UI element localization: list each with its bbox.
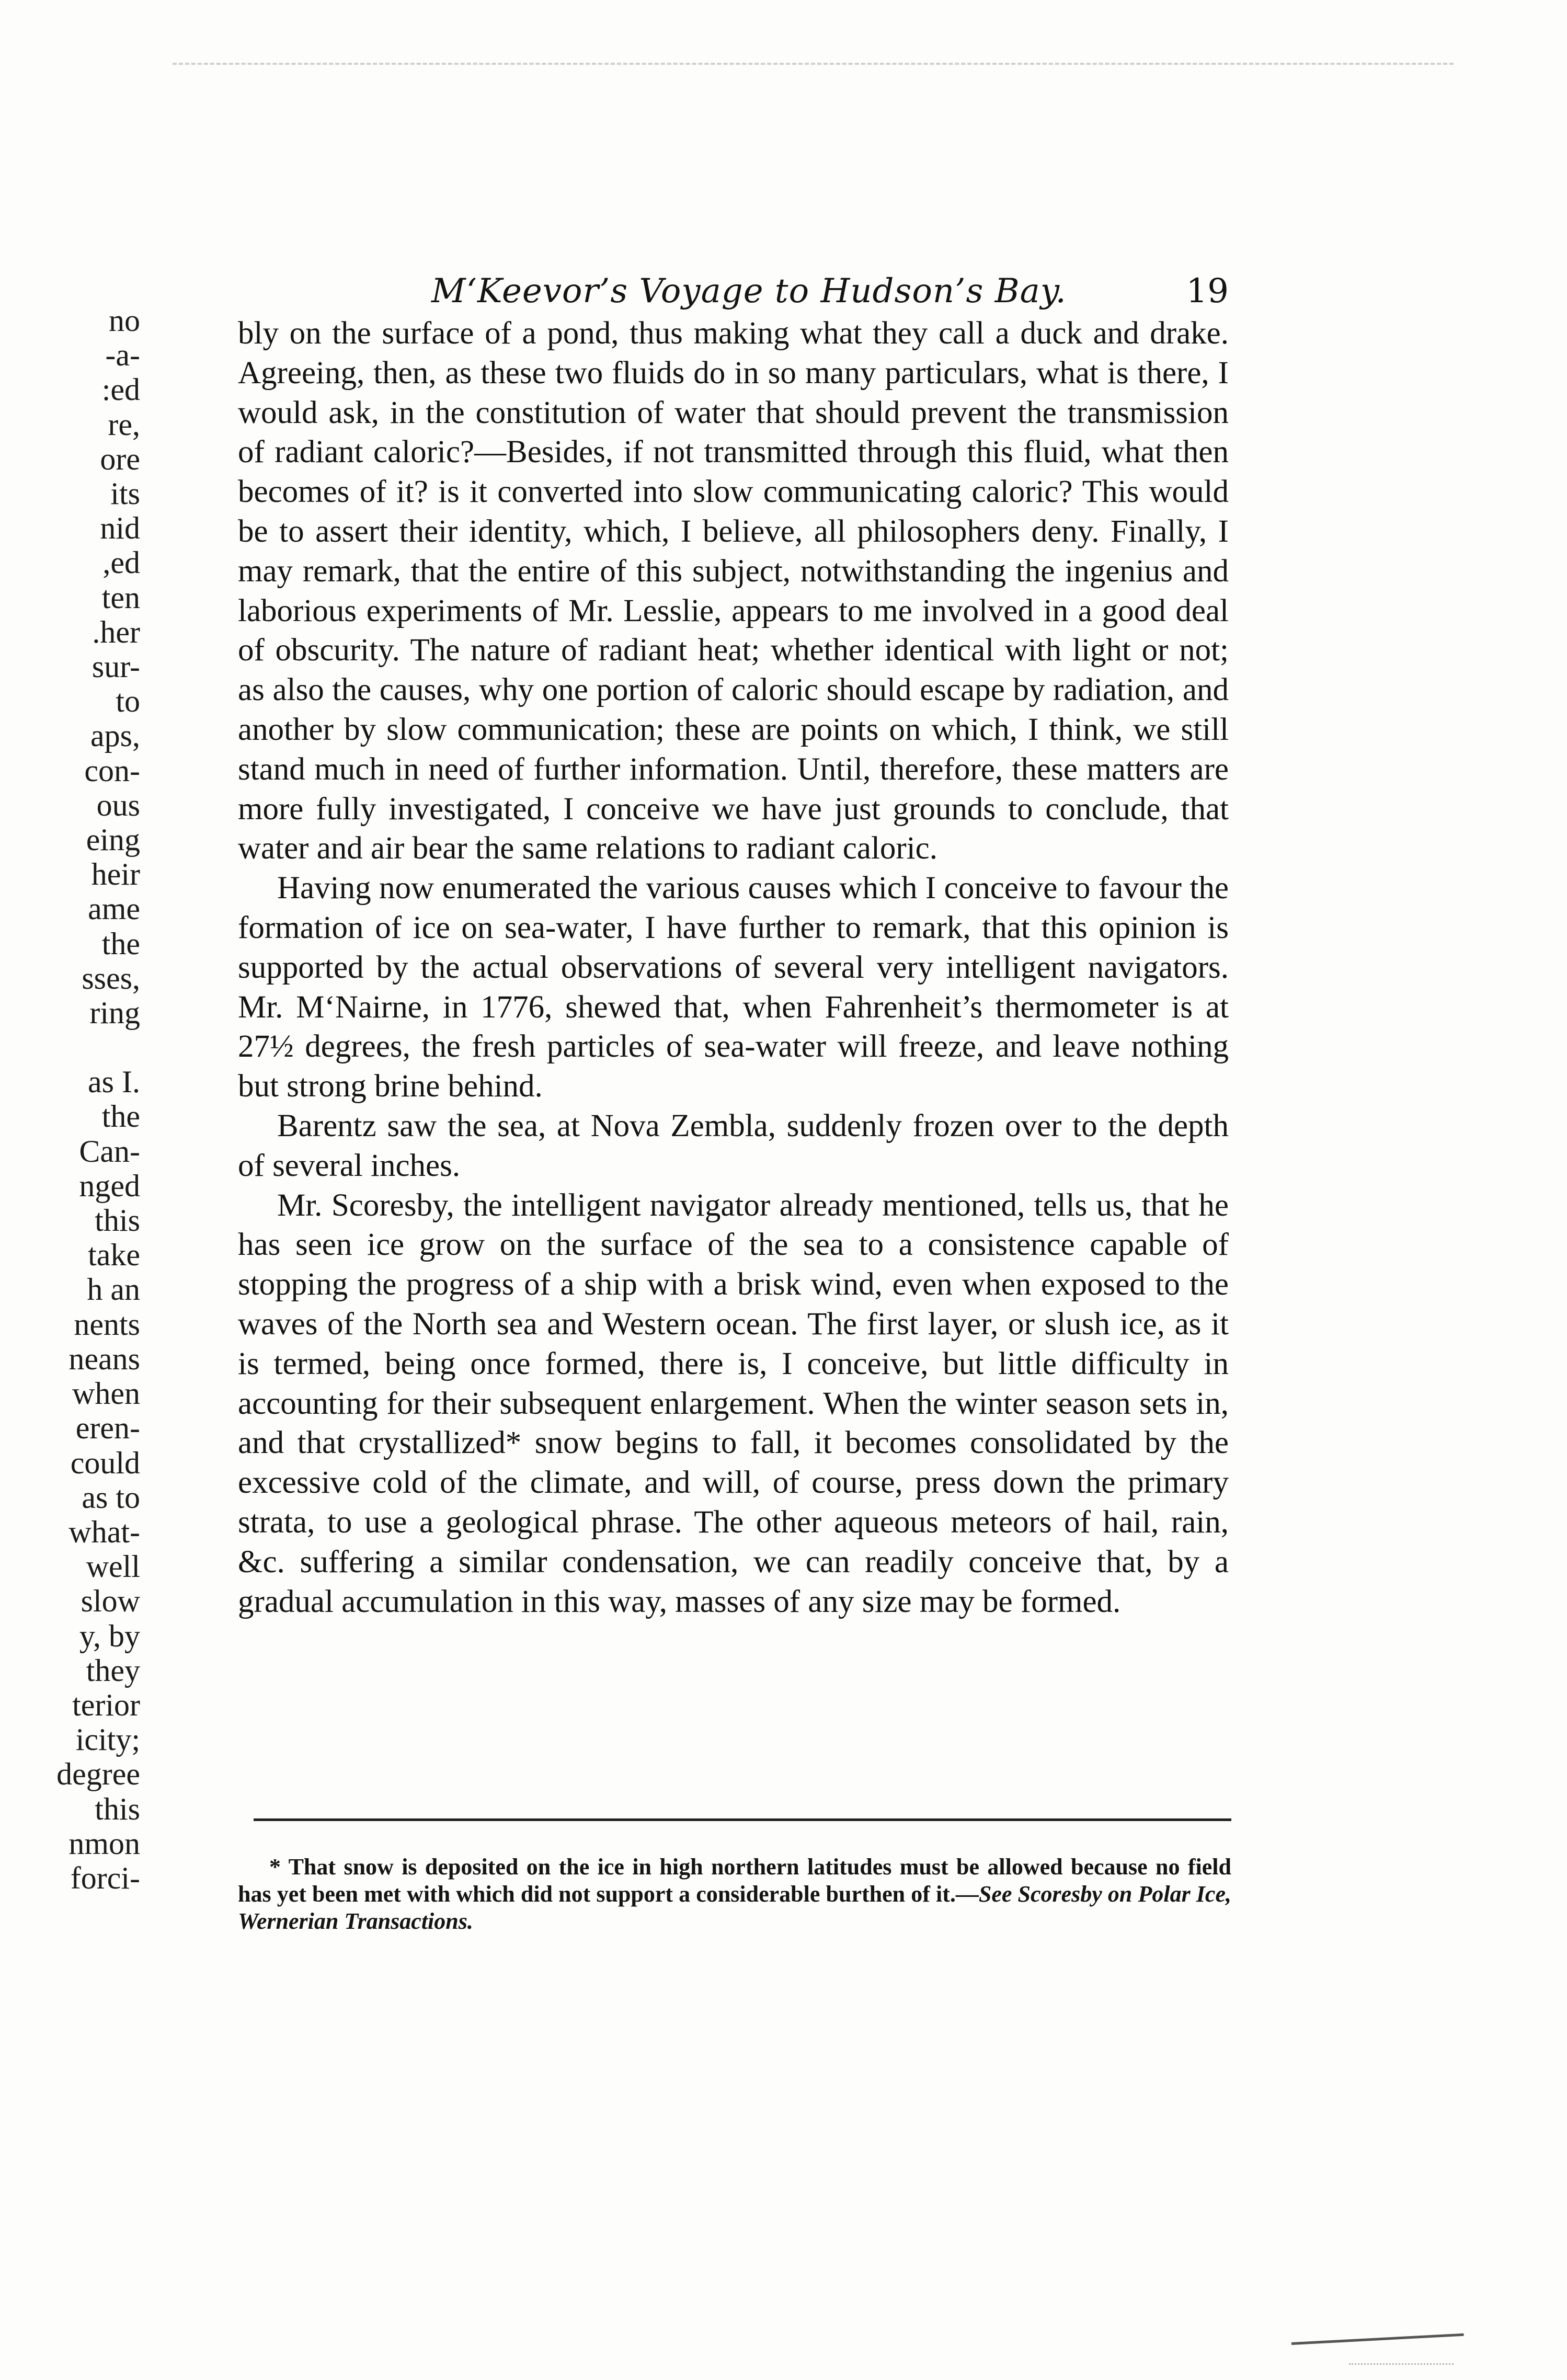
margin-fragment: nents [74,1307,140,1342]
margin-fragment: heir [91,857,140,892]
footnote-text: * That snow is deposited on the ice in high northern latitudes must be allowed because no field has yet been met with which did not support a considerable burthen of it.— [238,1854,1231,1907]
margin-fragment: as to [82,1480,140,1515]
margin-fragment: re, [108,407,140,442]
margin-fragment: con- [84,753,140,788]
margin-fragment: its [110,476,140,511]
margin-fragment: what- [68,1514,140,1549]
margin-fragment: :ed [101,372,140,407]
margin-fragment: eing [86,822,140,857]
margin-fragment: take [88,1238,140,1273]
margin-fragment: ring [89,996,140,1031]
margin-fragment: eren- [75,1411,140,1446]
margin-fragment: -a- [105,338,140,373]
margin-fragment: terior [72,1687,140,1722]
margin-fragment: icity; [75,1722,140,1757]
margin-fragment: well [86,1549,140,1584]
page-header [238,272,1229,314]
paragraph: Barentz saw the sea, at Nova Zembla, suddenly frozen over to the depth of several inches. [238,1108,1229,1183]
main-text [238,314,1229,1621]
margin-fragment: ame [88,891,140,926]
margin-fragment: ten [101,580,140,615]
margin-fragment: forci- [70,1860,140,1895]
margin-gap [30,1030,140,1065]
margin-fragment: Can- [79,1134,140,1169]
margin-fragment: h an [87,1272,140,1307]
footnote-citation: See Scoresby on Polar Ice, Wernerian Transactions. [238,1881,1231,1934]
margin-fragment: nid [100,511,140,546]
margin-fragment: degree [56,1757,140,1792]
margin-fragment: neans [68,1341,140,1376]
margin-fragment: ous [96,787,140,822]
margin-fragment: to [116,684,140,719]
margin-fragment: they [86,1653,140,1688]
margin-fragment: ,ed [102,545,140,580]
margin-fragment: sur- [91,649,140,684]
paragraph: bly on the surface of a pond, thus making what they call a duck and drake. Agreeing, then, as these two fluids do in so many particulars, what is there, I would ask, in the constitution of water that should prevent the transmission of radiant caloric?—Besides, if not transmitted through this fluid, what then becomes of it? is it converted into slow communicating caloric? This would be to assert their identity, which, I believe, all philosophers deny. Finally, I may remark, that the entire of this subject, notwithstanding the ingenius and laborious experiments of Mr. Lesslie, appears to me involved in a good deal of obscurity. The nature of radiant heat; whether identical with light or not; as also the causes, why one portion of caloric should escape by radiation, and another by slow communication; these are points on which, I think, we still stand much in need of further information. Until, therefore, these matters are more fully investigated, I conceive we have just grounds to conclude, that water and air bear the same relations to radiant caloric. [238,316,1229,866]
scan-noise-top [173,63,1454,65]
margin-fragment: aps, [90,718,140,753]
margin-fragment: nmon [68,1826,140,1861]
margin-fragment: the [101,926,140,961]
margin-fragment: no [109,303,140,338]
margin-fragment: sses, [82,960,140,996]
margin-fragment: slow [81,1584,140,1619]
paragraph: Mr. Scoresby, the intelligent navigator already mentioned, tells us, that he has seen ice grow on the surface of the sea to a consistence capable of stopping the progress of a ship with a brisk wind, even when exposed to the waves of the North sea and Western ocean. The first layer, or slush ice, as it is termed, being once formed, there is, I conceive, but little difficulty in accounting for their subsequent enlargement. When the winter season sets in, and that crystallized* snow begins to fall, it becomes consolidated by the excessive cold of the climate, and will, of course, press down the primary strata, to use a geological phrase. The other aqueous meteors of hail, rain, &c. suffering a similar condensation, we can readily conceive that, by a gradual accumulation in this way, masses of any size may be formed. [238,1187,1229,1619]
paragraph: Having now enumerated the various causes which I conceive to favour the formation of ice on sea-water, I have further to remark, that this opinion is supported by the actual observations of several very intelligent navigators. Mr. M‘Nairne, in 1776, shewed that, when Fahrenheit’s thermometer is at 27½ degrees, the fresh particles of sea-water will freeze, and leave nothing but strong brine behind. [238,871,1229,1104]
margin-fragment: could [70,1445,140,1480]
margin-fragment: ore [100,441,140,476]
margin-fragment: this [95,1203,140,1238]
margin-fragment: when [72,1376,140,1411]
margin-fragment: as I. [88,1065,140,1100]
footnote-rule [254,1818,1231,1821]
margin-fragment: the [101,1099,140,1134]
page-number: 19 [1186,272,1229,311]
adjacent-page-margin-fragments [30,303,140,1895]
footnote [238,1853,1231,1935]
margin-fragment: .her [92,614,140,649]
margin-fragment: y, by [79,1618,140,1653]
margin-fragment: this [95,1791,140,1826]
margin-fragment: nged [79,1168,140,1203]
running-head: M‘Keevor’s Voyage to Hudson’s Bay. [431,272,1067,311]
